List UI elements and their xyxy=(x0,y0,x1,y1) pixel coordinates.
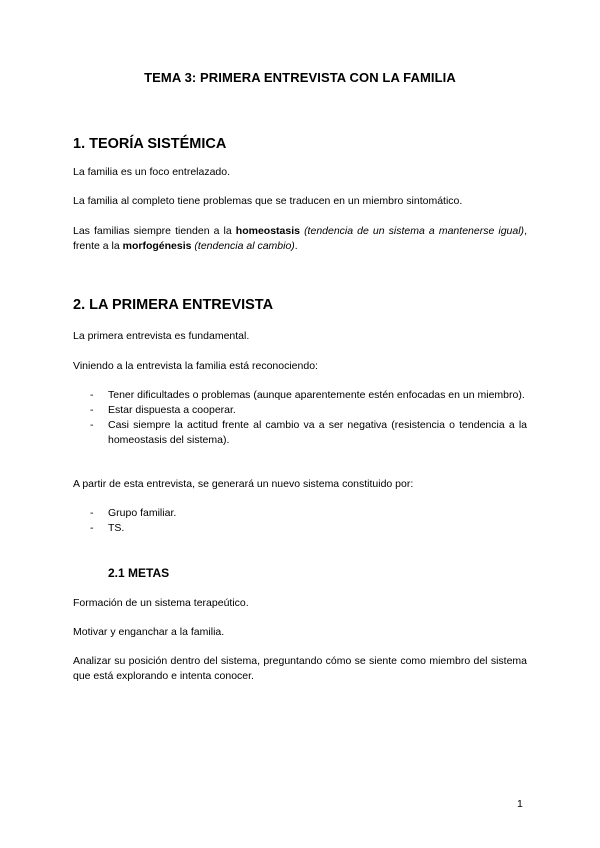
list-dash: - xyxy=(90,404,94,416)
term-homeostasis: homeostasis xyxy=(235,225,300,237)
list-dash: - xyxy=(90,507,94,519)
paragraph-homeostasis xyxy=(73,224,527,254)
list-item-text: Casi siempre la actitud frente al cambio va a ser negativa (resistencia o tendencia a la homeostasis del sistema). xyxy=(108,419,527,446)
paragraph-miembro-sintomatico: La familia al completo tiene problemas que se traducen en un miembro sintomático. xyxy=(73,195,463,207)
paragraph-foco: La familia es un foco entrelazado. xyxy=(73,166,231,178)
text-segment: . xyxy=(294,240,298,252)
list-dash: - xyxy=(90,522,94,534)
list-dash: - xyxy=(90,419,94,431)
list-item xyxy=(73,506,527,521)
list-item-text: Estar dispuesta a cooperar. xyxy=(108,404,236,416)
paragraph-motivar: Motivar y enganchar a la familia. xyxy=(73,626,225,638)
section-heading-teoria-sistemica: 1. TEORÍA SISTÉMICA xyxy=(73,136,227,152)
text-segment: , frente a la xyxy=(73,225,527,252)
document-title: TEMA 3: PRIMERA ENTREVISTA CON LA FAMILIA xyxy=(144,70,456,85)
paragraph-reconociendo: Viniendo a la entrevista la familia está reconociendo: xyxy=(73,360,318,372)
page-number: 1 xyxy=(517,798,523,810)
list-item-text: Tener dificultades o problemas (aunque aparentemente estén enfocadas en un miembro). xyxy=(108,389,525,401)
text-segment: Las familias siempre tienden a la xyxy=(73,225,236,237)
paragraph-fundamental: La primera entrevista es fundamental. xyxy=(73,330,250,342)
paragraph-sistema-terapeutico: Formación de un sistema terapeútico. xyxy=(73,597,249,609)
subsection-heading-metas: 2.1 METAS xyxy=(108,566,170,580)
recognition-list xyxy=(73,388,527,448)
list-item-text: Grupo familiar. xyxy=(108,507,177,519)
term-morfogenesis: morfogénesis xyxy=(122,240,192,252)
list-item xyxy=(73,521,527,536)
list-item xyxy=(73,418,527,448)
list-item xyxy=(73,403,527,418)
system-members-list xyxy=(73,506,527,536)
list-dash: - xyxy=(90,389,94,401)
list-item-text: TS. xyxy=(108,522,125,534)
paragraph-analizar: Analizar su posición dentro del sistema, preguntando cómo se siente como miembro del sistema que está explorando e intenta conocer. xyxy=(73,655,527,682)
list-item xyxy=(73,388,527,403)
definition-morfogenesis: (tendencia al cambio) xyxy=(194,240,295,252)
section-heading-primera-entrevista: 2. LA PRIMERA ENTREVISTA xyxy=(73,297,274,313)
paragraph-nuevo-sistema: A partir de esta entrevista, se generará un nuevo sistema constituido por: xyxy=(73,478,414,490)
definition-homeostasis: (tendencia de un sistema a mantenerse igual) xyxy=(304,225,525,237)
